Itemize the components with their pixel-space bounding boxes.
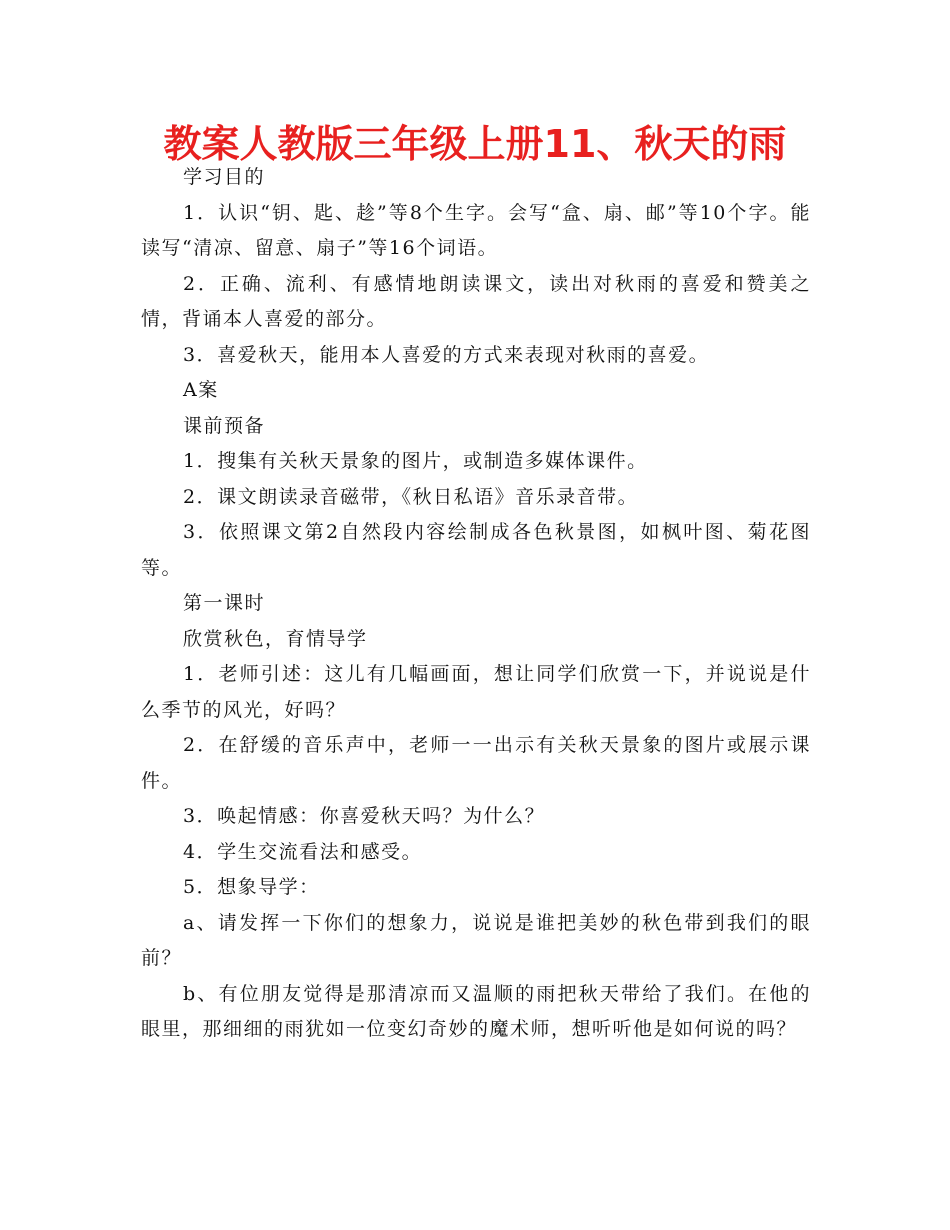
document-title: 教案人教版三年级上册11、秋天的雨: [163, 122, 787, 166]
paragraph-objective-2: 2．正确、流利、有感情地朗读课文，读出对秋雨的喜爱和赞美之情，背诵本人喜爱的部分。: [141, 272, 811, 330]
paragraph-step-1: 1．老师引述：这儿有几幅画面，想让同学们欣赏一下，并说说是什么季节的风光，好吗？: [141, 663, 811, 721]
paragraph-step-5: 5．想象导学：: [183, 876, 320, 898]
paragraph-objective-3: 3．喜爱秋天，能用本人喜爱的方式来表现对秋雨的喜爱。: [183, 343, 710, 366]
paragraph-lesson-one-heading: 第一课时: [183, 592, 266, 614]
paragraph-objective-1: 1．认识“钥、匙、趁”等8个生字。会写“盒、扇、邮”等10个字。能读写“清凉、留意、扇子”等16个词语。: [141, 201, 811, 259]
paragraph-preparation-1: 1．搜集有关秋天景象的图片，或制造多媒体课件。: [183, 450, 648, 472]
paragraph-step-5a: a、请发挥一下你们的想象力，说说是谁把美妙的秋色带到我们的眼前？: [141, 911, 811, 969]
paragraph-preparation-2: 2．课文朗读录音磁带，《秋日私语》音乐录音带。: [183, 485, 639, 508]
paragraph-preparation-heading: 课前预备: [183, 414, 266, 437]
paragraph-step-3: 3．唤起情感：你喜爱秋天吗？为什么？: [183, 805, 546, 827]
paragraph-preparation-3: 3．依照课文第2自然段内容绘制成各色秋景图，如枫叶图、菊花图等。: [141, 521, 811, 579]
document-body: [141, 160, 811, 1048]
paragraph-step-5b: b、有位朋友觉得是那清凉而又温顺的雨把秋天带给了我们。在他的眼里，那细细的雨犹如一位变幻奇妙的魔术师，想听听他是如何说的吗？: [141, 982, 811, 1040]
paragraph-section-heading: 欣赏秋色，育情导学: [183, 627, 368, 650]
paragraph-step-4: 4．学生交流看法和感受。: [183, 840, 423, 863]
paragraph-plan-a: A案: [183, 379, 219, 401]
paragraph-step-2: 2．在舒缓的音乐声中，老师一一出示有关秋天景象的图片或展示课件。: [141, 734, 811, 792]
paragraph-objectives-heading: 学习目的: [183, 166, 266, 188]
